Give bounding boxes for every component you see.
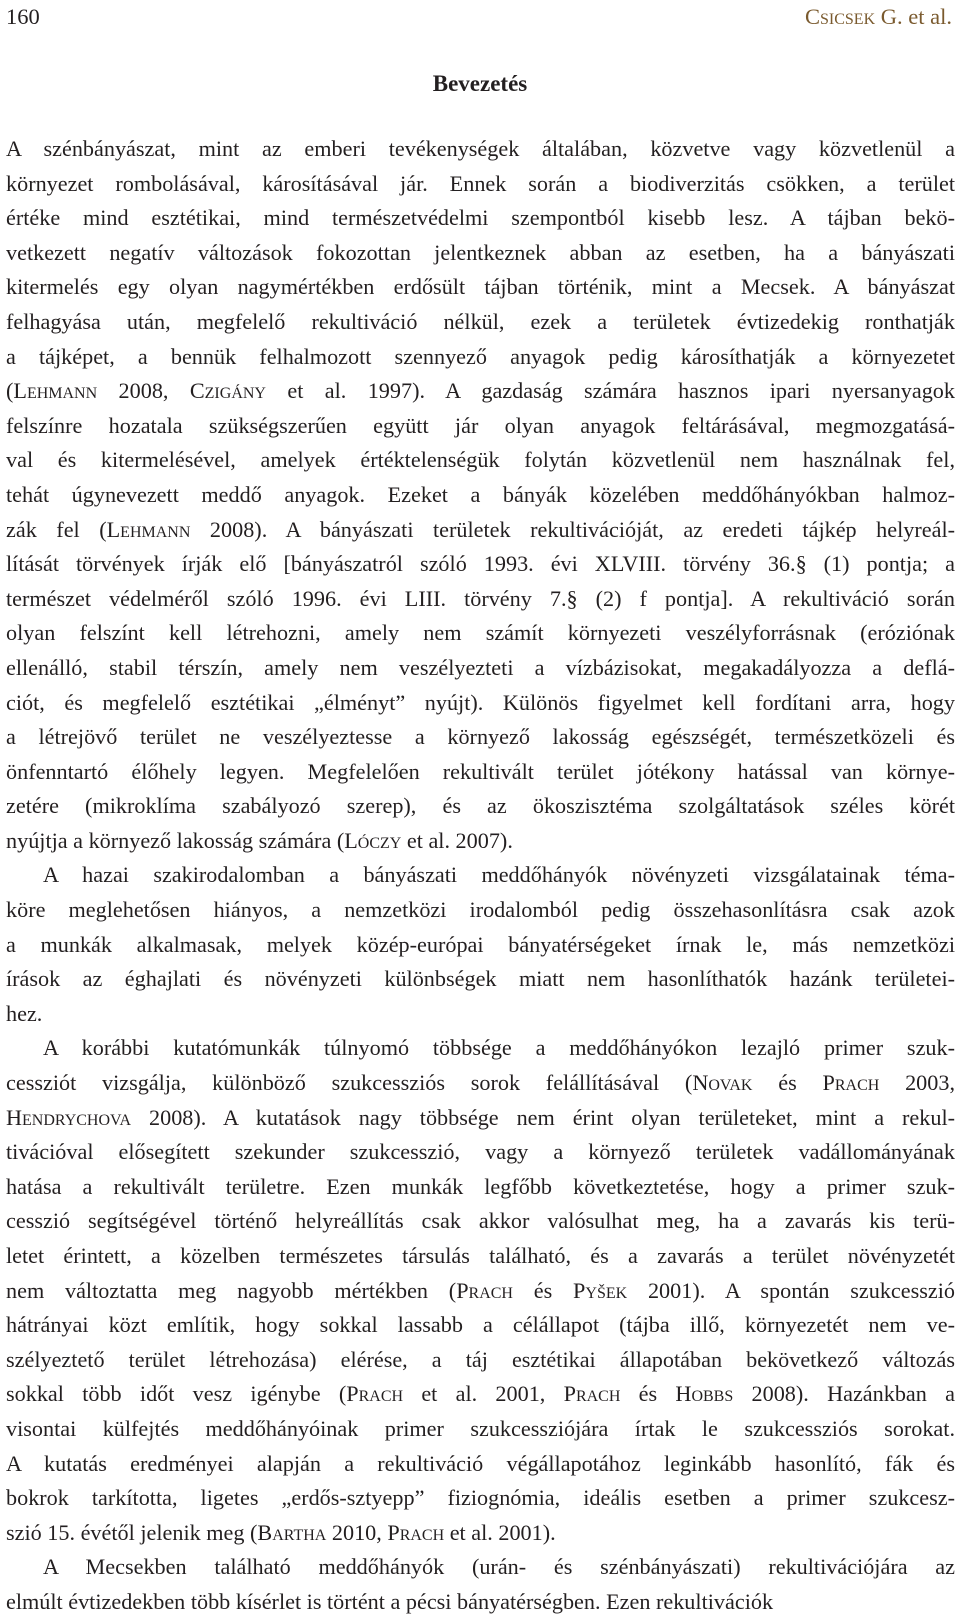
author-surname: Csicsek [805,4,876,29]
text-line: A Mecsekben található meddőhányók (urán- és szénbányászati) rekultivációjára az [43,1554,955,1580]
text-line: értéke mind esztétikai, mind természetvédelmi szempontból kisebb lesz. A tájban bekö- [6,205,955,231]
text-line: visontai külfejtés meddőhányóinak primer szukcessziójára írtak le szukcessziós sorokat. [6,1415,955,1441]
text-line: val és kitermelésével, amelyek értéktelenségük folytán közvetlenül nem használnak fel, [6,447,955,473]
text-line: lítását törvények írják elő [bányászatról szóló 1993. évi XLVIII. törvény 36.§ (1) pontja; a [6,551,955,577]
text-line: a tájképet, a bennük felhalmozott szennyező anyagok pedig károsíthatják a környezetet [6,343,955,369]
author-suffix: G. et al. [875,4,952,29]
text-line: természet védelméről szóló 1996. évi LIII. törvény 7.§ (2) f pontja]. A rekultiváció során [6,585,955,611]
text-line: A kutatás eredményei alapján a rekultiváció végállapotához leginkább hasonlító, fák és [6,1450,955,1476]
text-line: ciót, és megfelelő esztétikai „élményt” nyújt). Különös figyelmet kell fordítani arra, hogy [6,689,955,715]
text-line: Hendrychova 2008). A kutatások nagy többsége nem érint olyan területeket, mint a rekul- [6,1104,955,1130]
text-line: felszínre hozatala szükségszerűen együtt jár olyan anyagok feltárásával, megmozgatásá- [6,412,955,438]
body-text [6,132,955,1620]
text-line: szélyeztető terület létrehozása) elérése, a táj esztétikai állapotában bekövetkező változás [6,1346,955,1372]
text-line: írások az éghajlati és növényzeti különbségek miatt nem hasonlíthatók hazánk területei- [6,966,955,992]
text-line: zetére (mikroklíma szabályozó szerep), és az ökoszisztéma szolgáltatások széles körét [6,793,955,819]
paragraph [6,1550,955,1619]
text-line: környezet rombolásával, károsításával jár. Ennek során a biodiverzitás csökken, a terület [6,170,955,196]
text-line: ellenálló, stabil térszín, amely nem veszélyezteti a vízbázisokat, megakadályozza a deflá- [6,654,955,680]
text-line: (Lehmann 2008, Czigány et al. 1997). A gazdaság számára hasznos ipari nyersanyagok [6,378,955,404]
text-line: tehát úgynevezett meddő anyagok. Ezeket a bányák közelében meddőhányókban halmoz- [6,481,955,507]
section-title: Bevezetés [432,71,528,96]
paragraph [6,858,955,1031]
text-line: hez. [6,1000,43,1026]
text-line: kitermelés egy olyan nagymértékben erdősült tájban történik, mint a Mecsek. A bányászat [6,274,955,300]
text-line: tivációval elősegített szekunder szukcesszió, vagy a környező területek vadállományának [6,1139,955,1165]
text-line: sokkal több időt vesz igénybe (Prach et al. 2001, Prach és Hobbs 2008). Hazánkban a [6,1381,955,1407]
text-line: letet érintett, a közelben természetes társulás található, és a zavarás a terület növényzetét [6,1243,955,1268]
text-line: hatása a rekultivált területre. Ezen munkák legfőbb következtetése, hogy a primer szuk- [6,1173,955,1199]
text-line: önfenntartó élőhely legyen. Megfelelően rekultivált terület jótékony hatással van környe- [6,758,955,784]
text-line: A hazai szakirodalomban a bányászati meddőhányók növényzeti vizsgálatainak téma- [43,862,955,888]
text-line: olyan felszínt kell létrehozni, amely nem számít környezeti veszélyforrásnak (eróziónak [6,620,955,646]
text-line: cesszió segítségével történő helyreállítás csak akkor valósulhat meg, ha a zavarás kis terü- [6,1208,955,1234]
text-line: A korábbi kutatómunkák túlnyomó többsége a meddőhányókon lezajló primer szuk- [43,1035,955,1061]
text-line: hátrányai közt említik, hogy sokkal lassabb a célállapot (tájba illő, környezetét nem ve- [6,1312,955,1338]
running-head [6,4,952,34]
text-line: nyújtja a környező lakosság számára (Lóczy et al. 2007). [6,827,513,853]
text-line: elmúlt évtizedekben több kísérlet is történt a pécsi bányatérségben. Ezen rekultivációk [6,1588,774,1614]
text-line: vetkezett negatív változások fokozottan jelentkeznek abban az esetben, ha a bányászati [6,239,955,265]
text-line: köre meglehetősen hiányos, a nemzetközi irodalomból pedig összehasonlításra csak azok [6,897,955,923]
text-line: cessziót vizsgálja, különböző szukcessziós sorok felállításával (Novak és Prach 2003, [6,1070,955,1096]
text-line: nem változtatta meg nagyobb mértékben (Prach és Pyšek 2001). A spontán szukcesszió [6,1277,955,1303]
running-author [805,4,952,30]
text-line: felhagyása után, megfelelő rekultiváció nélkül, ezek a területek évtizedekig ronthatják [6,308,955,334]
paragraph [6,1031,955,1550]
paragraph [6,132,955,858]
text-line: A szénbányászat, mint az emberi tevékenységek általában, közvetve vagy közvetlenül a [6,136,955,161]
text-line: bokrok tarkította, ligetes „erdős-sztyepp” fiziognómia, ideális esetben a primer szukcesz- [6,1485,955,1511]
text-line: a munkák alkalmasak, melyek közép-európai bányatérségeket írnak le, más nemzetközi [6,931,955,957]
text-line: zák fel (Lehmann 2008). A bányászati területek rekultivációját, az eredeti tájkép helyreál- [6,516,955,542]
text-line: szió 15. évétől jelenik meg (Bartha 2010, Prach et al. 2001). [6,1519,556,1545]
page-number: 160 [6,4,40,29]
text-line: a létrejövő terület ne veszélyeztesse a környező lakosság egészségét, természetközeli és [6,724,955,750]
